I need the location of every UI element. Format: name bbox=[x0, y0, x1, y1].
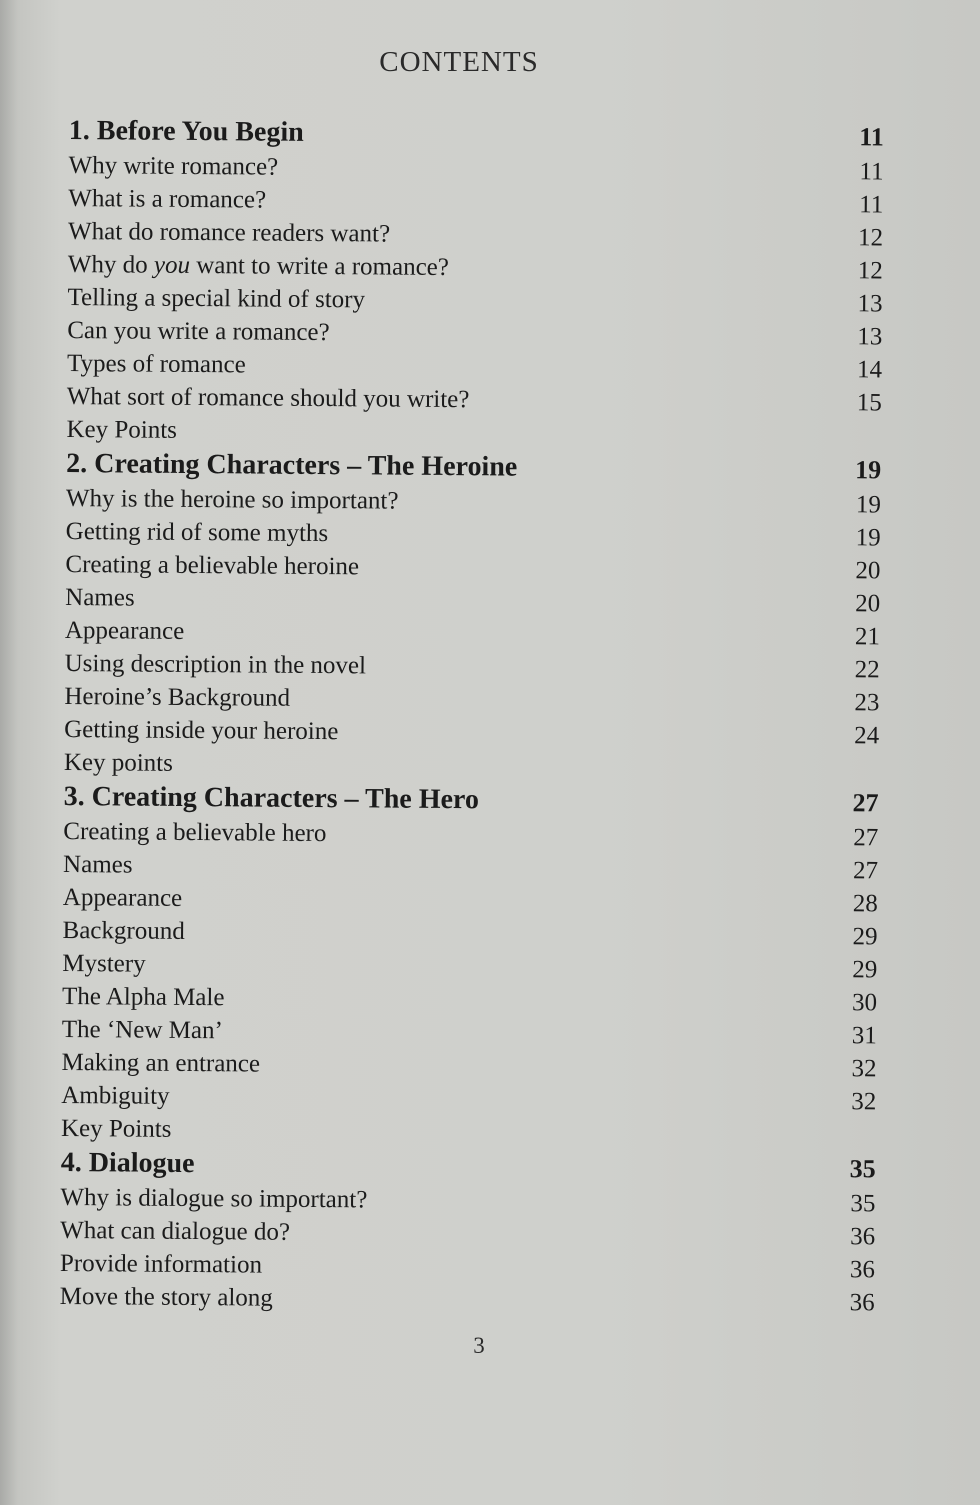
entry-page-number: 19 bbox=[855, 524, 881, 552]
entry-page-number: 13 bbox=[857, 290, 883, 318]
entry-title: Creating a believable hero bbox=[63, 818, 327, 848]
chapter-title: 4. Dialogue bbox=[60, 1146, 195, 1180]
entry-title: What is a romance? bbox=[68, 185, 267, 214]
entry-page-number: 11 bbox=[859, 191, 884, 219]
entry-title: What sort of romance should you write? bbox=[66, 383, 470, 414]
entry-title: Can you write a romance? bbox=[67, 317, 330, 347]
entry-title: Names bbox=[62, 851, 133, 879]
contents-heading: CONTENTS bbox=[379, 46, 539, 78]
entry-title: Heroine’s Background bbox=[64, 683, 291, 712]
entry-title: Getting inside your heroine bbox=[64, 716, 339, 746]
entry-page-number: 14 bbox=[856, 356, 883, 384]
entry-title: The ‘New Man’ bbox=[61, 1015, 223, 1045]
entry-title: Why write romance? bbox=[68, 152, 279, 181]
entry-title: Why is dialogue so important? bbox=[60, 1183, 368, 1214]
entry-title: Key Points bbox=[66, 416, 178, 444]
chapter-title: 3. Creating Characters – The Hero bbox=[63, 781, 480, 816]
entry-title: Getting rid of some myths bbox=[65, 518, 329, 548]
entry-page-number: 23 bbox=[854, 689, 880, 717]
entry-page-number: 35 bbox=[850, 1190, 876, 1218]
table-of-contents bbox=[57, 113, 884, 1319]
entry-page-number: 24 bbox=[854, 722, 880, 750]
entry-title: Creating a believable heroine bbox=[65, 551, 360, 581]
entry-title: Why is the heroine so important? bbox=[65, 485, 399, 515]
entry-title: Key Points bbox=[60, 1114, 172, 1143]
entry-title: Using description in the novel bbox=[64, 650, 367, 680]
entry-page-number: 15 bbox=[856, 389, 882, 417]
entry-title: Making an entrance bbox=[61, 1048, 261, 1078]
entry-page-number: 21 bbox=[854, 623, 881, 651]
entry-page-number: 36 bbox=[849, 1256, 876, 1284]
entry-title: Ambiguity bbox=[61, 1081, 170, 1110]
chapter-title: 1. Before You Begin bbox=[68, 115, 304, 148]
entry-title: Background bbox=[62, 916, 185, 945]
entry-page-number: 32 bbox=[851, 1055, 877, 1083]
chapter-title: 2. Creating Characters – The Heroine bbox=[66, 448, 518, 483]
emphasis-text: you bbox=[153, 251, 191, 279]
entry-page-number: 31 bbox=[851, 1022, 877, 1050]
toc-entry-row bbox=[57, 1280, 875, 1319]
entry-page-number: 30 bbox=[851, 989, 878, 1017]
entry-page-number: 19 bbox=[855, 491, 882, 519]
entry-title: Move the story along bbox=[59, 1282, 273, 1312]
entry-title: What do romance readers want? bbox=[67, 218, 391, 248]
entry-title: Key points bbox=[63, 749, 174, 777]
entry-page-number: 12 bbox=[857, 224, 884, 252]
entry-page-number: 20 bbox=[855, 590, 881, 618]
entry-page-number: 36 bbox=[850, 1223, 876, 1251]
entry-page-number: 27 bbox=[852, 857, 879, 885]
entry-page-number: 11 bbox=[859, 158, 884, 186]
entry-title: Provide information bbox=[59, 1249, 263, 1279]
entry-title: Appearance bbox=[62, 883, 183, 912]
entry-page-number: 11 bbox=[859, 122, 884, 152]
entry-page-number: 19 bbox=[855, 455, 882, 485]
entry-page-number: 13 bbox=[857, 323, 883, 351]
entry-page-number: 20 bbox=[855, 557, 881, 585]
entry-title: Why do you want to write a romance? bbox=[67, 251, 450, 282]
entry-title: Types of romance bbox=[66, 350, 246, 379]
entry-title: The Alpha Male bbox=[61, 982, 225, 1012]
entry-title: Appearance bbox=[64, 617, 185, 645]
page-number: 3 bbox=[473, 1333, 485, 1358]
entry-page-number: 36 bbox=[849, 1289, 875, 1317]
entry-page-number: 32 bbox=[851, 1088, 877, 1116]
entry-page-number: 12 bbox=[857, 257, 883, 285]
entry-title: What can dialogue do? bbox=[60, 1216, 291, 1246]
entry-page-number: 28 bbox=[852, 890, 878, 918]
entry-page-number: 29 bbox=[852, 923, 878, 951]
entry-page-number: 35 bbox=[849, 1154, 876, 1184]
entry-page-number: 22 bbox=[854, 656, 880, 684]
entry-title: Mystery bbox=[62, 949, 146, 978]
entry-page-number: 27 bbox=[853, 824, 879, 852]
entry-page-number: 29 bbox=[852, 956, 878, 984]
entry-title: Names bbox=[65, 584, 135, 612]
entry-page-number: 27 bbox=[852, 788, 879, 818]
entry-title: Telling a special kind of story bbox=[67, 284, 366, 314]
